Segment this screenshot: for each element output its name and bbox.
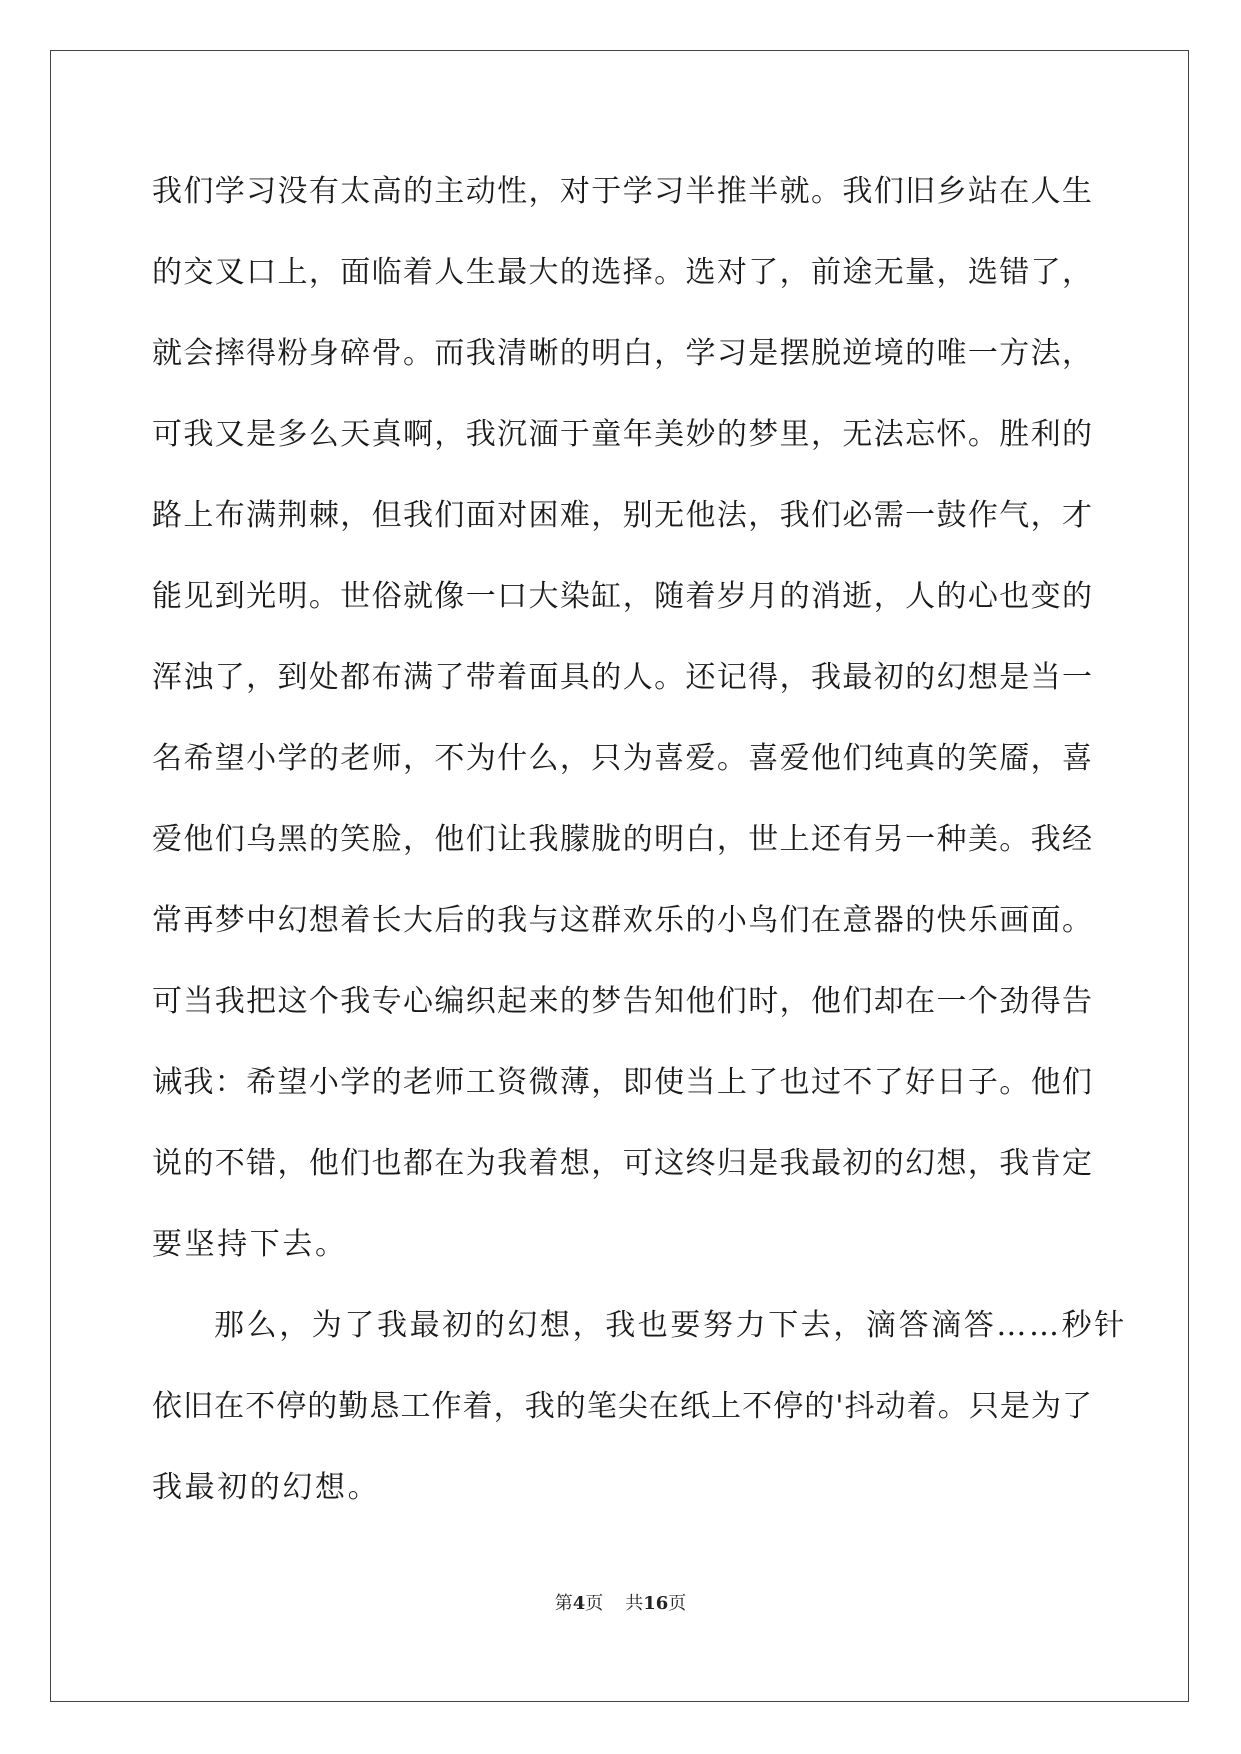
- text-line-16: 依旧在不停的勤恳工作着，我的笔尖在纸上不停的'抖动着。只是为了: [152, 1389, 1092, 1424]
- text-line-11: 可当我把这个我专心编织起来的梦告知他们时，他们却在一个劲得告: [152, 984, 1092, 1019]
- text-line-10: 常再梦中幻想着长大后的我与这群欢乐的小鸟们在意器的快乐画面。: [152, 903, 1092, 938]
- total-page-count: 16: [643, 1593, 669, 1614]
- page-border: [50, 50, 1189, 1702]
- total-label-prefix: 共: [625, 1593, 644, 1614]
- text-line-14: 要坚持下去。: [152, 1227, 348, 1262]
- total-label-suffix: 页: [668, 1593, 687, 1614]
- text-line-6: 能见到光明。世俗就像一口大染缸，随着岁月的消逝，人的心也变的: [152, 579, 1092, 614]
- text-line-8: 名希望小学的老师，不为什么，只为喜爱。喜爱他们纯真的笑靥，喜: [152, 741, 1092, 776]
- current-page-number: 4: [572, 1593, 586, 1614]
- text-line-2: 的交叉口上，面临着人生最大的选择。选对了，前途无量，选错了，: [152, 255, 1092, 290]
- text-line-4: 可我又是多么天真啊，我沉湎于童年美妙的梦里，无法忘怀。胜利的: [152, 417, 1092, 452]
- text-line-3: 就会摔得粉身碎骨。而我清晰的明白，学习是摆脱逆境的唯一方法，: [152, 336, 1092, 371]
- page-label-suffix: 页: [585, 1593, 604, 1614]
- page-footer: [0, 1589, 1241, 1615]
- text-line-17: 我最初的幻想。: [152, 1470, 381, 1505]
- text-line-7: 浑浊了，到处都布满了带着面具的人。还记得，我最初的幻想是当一: [152, 660, 1092, 695]
- page-label-prefix: 第: [554, 1593, 573, 1614]
- text-line-9: 爱他们乌黑的笑脸，他们让我朦胧的明白，世上还有另一种美。我经: [152, 822, 1092, 857]
- text-line-5: 路上布满荆棘，但我们面对困难，别无他法，我们必需一鼓作气，才: [152, 498, 1092, 533]
- text-line-1: 我们学习没有太高的主动性，对于学习半推半就。我们旧乡站在人生: [152, 174, 1092, 209]
- text-line-13: 说的不错，他们也都在为我着想，可这终归是我最初的幻想，我肯定: [152, 1146, 1092, 1181]
- text-line-12: 诫我：希望小学的老师工资微薄，即使当上了也过不了好日子。他们: [152, 1065, 1092, 1100]
- text-line-15: 那么，为了我最初的幻想，我也要努力下去，滴答滴答……秒针: [214, 1308, 1127, 1343]
